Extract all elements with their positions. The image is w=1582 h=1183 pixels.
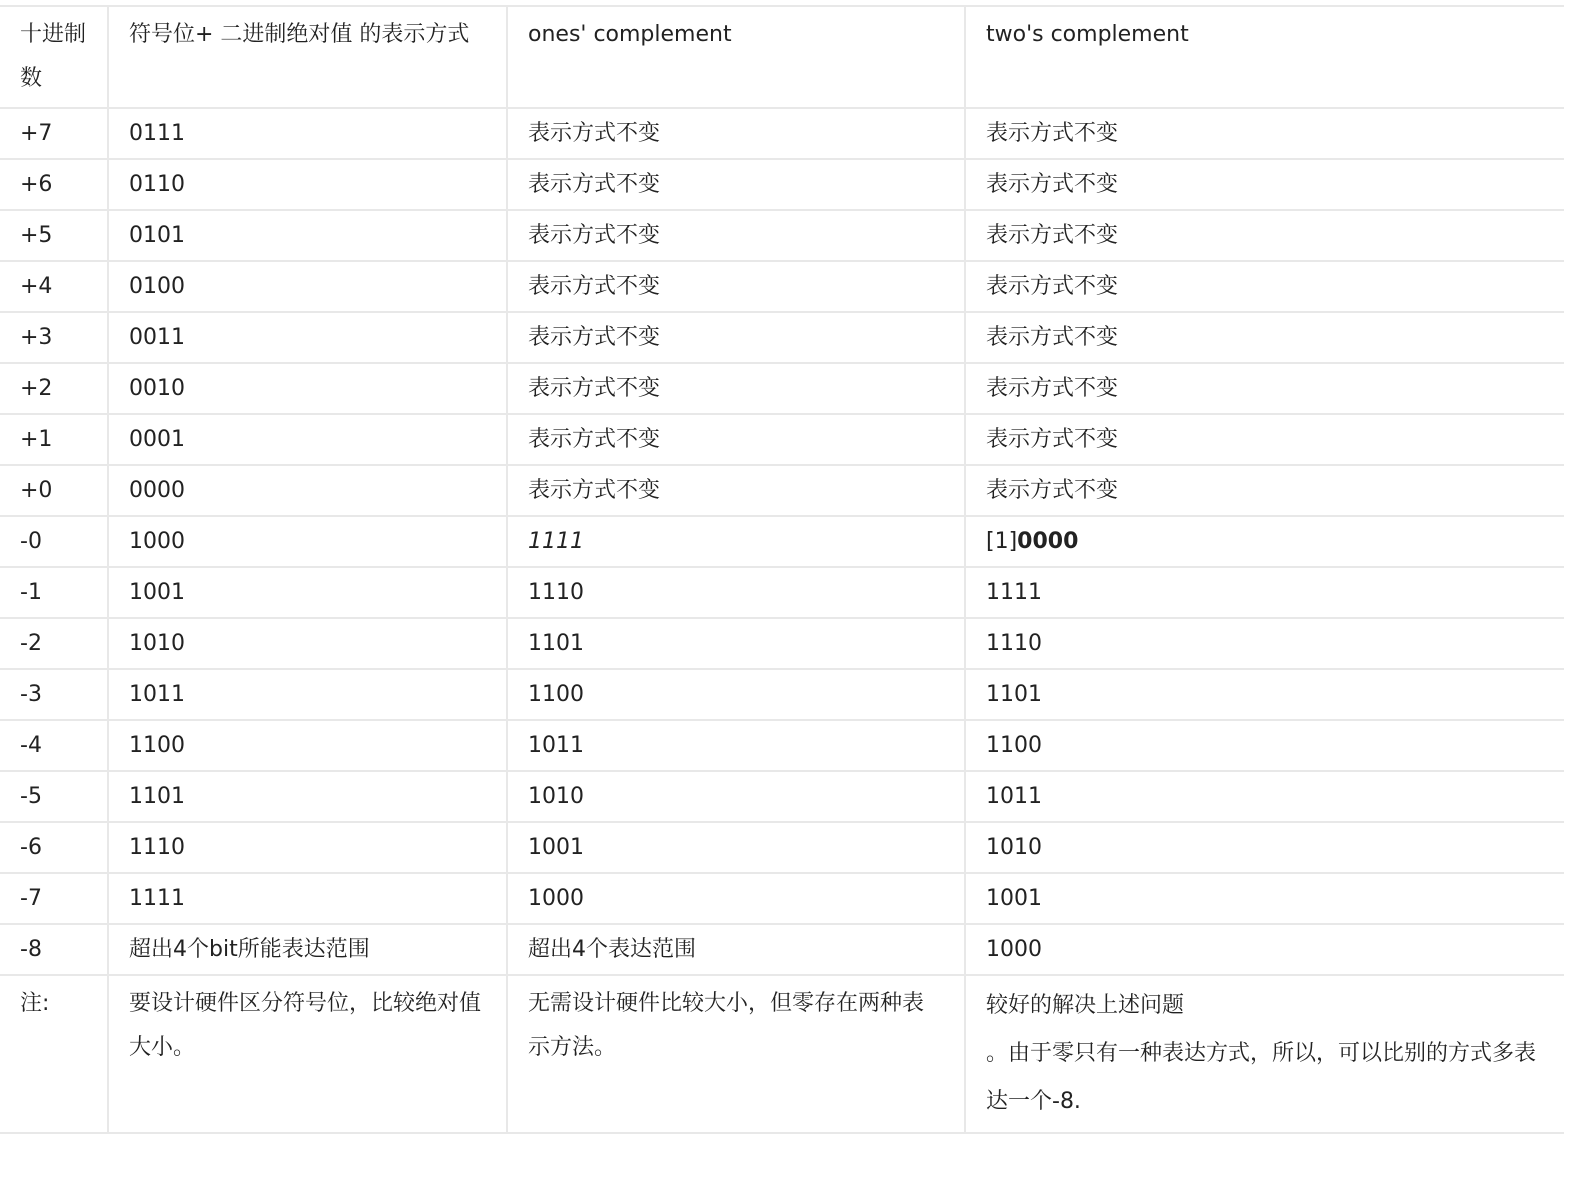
table-row	[0, 720, 1564, 771]
cell-sign-magnitude: 1111	[108, 873, 507, 924]
header-twos-complement: two's complement	[965, 6, 1564, 108]
table-body	[0, 108, 1564, 975]
cell-sign-magnitude: 0001	[108, 414, 507, 465]
cell-twos-complement: 1001	[965, 873, 1564, 924]
note-row	[0, 975, 1564, 1133]
cell-decimal: -1	[0, 567, 108, 618]
cell-twos-complement: 1110	[965, 618, 1564, 669]
table-row	[0, 363, 1564, 414]
cell-decimal: -0	[0, 516, 108, 567]
note-twos-line-2: 。由于零只有一种表达方式，所以，可以比别的方式多表达一个-8.	[986, 1041, 1537, 1114]
cell-decimal: -6	[0, 822, 108, 873]
table-row	[0, 414, 1564, 465]
cell-ones-complement: 超出4个表达范围	[507, 924, 965, 975]
cell-sign-magnitude: 1101	[108, 771, 507, 822]
table-row	[0, 771, 1564, 822]
cell-ones-complement: 1100	[507, 669, 965, 720]
table-row	[0, 516, 1564, 567]
cell-twos-complement: 表示方式不变	[965, 363, 1564, 414]
note-sign-magnitude: 要设计硬件区分符号位，比较绝对值大小。	[108, 975, 507, 1133]
cell-decimal: +7	[0, 108, 108, 159]
cell-sign-magnitude: 1110	[108, 822, 507, 873]
cell-decimal: -3	[0, 669, 108, 720]
cell-decimal: +5	[0, 210, 108, 261]
table-row	[0, 822, 1564, 873]
cell-sign-magnitude: 0110	[108, 159, 507, 210]
cell-twos-complement: 1011	[965, 771, 1564, 822]
cell-ones-complement: 1000	[507, 873, 965, 924]
cell-ones-complement: 1111	[507, 516, 965, 567]
table-row	[0, 108, 1564, 159]
header-decimal: 十进制数	[0, 6, 108, 108]
cell-twos-complement: 1111	[965, 567, 1564, 618]
cell-sign-magnitude: 1011	[108, 669, 507, 720]
table-row	[0, 873, 1564, 924]
cell-decimal: +3	[0, 312, 108, 363]
header-ones-complement: ones' complement	[507, 6, 965, 108]
cell-sign-magnitude: 0100	[108, 261, 507, 312]
cell-sign-magnitude: 1010	[108, 618, 507, 669]
cell-twos-complement: 表示方式不变	[965, 414, 1564, 465]
cell-twos-complement: 1101	[965, 669, 1564, 720]
cell-decimal: +0	[0, 465, 108, 516]
cell-decimal: +2	[0, 363, 108, 414]
cell-twos-complement: 表示方式不变	[965, 261, 1564, 312]
cell-decimal: -5	[0, 771, 108, 822]
cell-decimal: -4	[0, 720, 108, 771]
cell-decimal: -2	[0, 618, 108, 669]
cell-decimal: +4	[0, 261, 108, 312]
cell-decimal: +6	[0, 159, 108, 210]
cell-decimal: -8	[0, 924, 108, 975]
table-header-row	[0, 6, 1564, 108]
cell-sign-magnitude: 1001	[108, 567, 507, 618]
twos-bold-bits: 0000	[1017, 528, 1079, 554]
cell-twos-complement: 表示方式不变	[965, 210, 1564, 261]
header-sign-magnitude: 符号位+ 二进制绝对值 的表示方式	[108, 6, 507, 108]
note-ones-complement: 无需设计硬件比较大小，但零存在两种表示方法。	[507, 975, 965, 1133]
table-row	[0, 261, 1564, 312]
note-twos-line-1: 较好的解决上述问题	[986, 993, 1185, 1018]
cell-decimal: -7	[0, 873, 108, 924]
cell-ones-complement: 1101	[507, 618, 965, 669]
cell-twos-complement: 1010	[965, 822, 1564, 873]
table-row	[0, 312, 1564, 363]
cell-ones-complement: 表示方式不变	[507, 312, 965, 363]
table-row	[0, 159, 1564, 210]
cell-ones-complement: 表示方式不变	[507, 261, 965, 312]
cell-sign-magnitude: 0000	[108, 465, 507, 516]
cell-twos-complement: 1000	[965, 924, 1564, 975]
cell-ones-complement: 1110	[507, 567, 965, 618]
cell-sign-magnitude: 0111	[108, 108, 507, 159]
cell-twos-complement: 表示方式不变	[965, 159, 1564, 210]
cell-ones-complement: 表示方式不变	[507, 414, 965, 465]
cell-decimal: +1	[0, 414, 108, 465]
cell-ones-complement: 1010	[507, 771, 965, 822]
cell-sign-magnitude: 1000	[108, 516, 507, 567]
note-label: 注:	[0, 975, 108, 1133]
cell-ones-complement: 表示方式不变	[507, 108, 965, 159]
table-row	[0, 210, 1564, 261]
table-row	[0, 567, 1564, 618]
cell-sign-magnitude: 0011	[108, 312, 507, 363]
cell-ones-complement: 表示方式不变	[507, 363, 965, 414]
table-row	[0, 618, 1564, 669]
table-row	[0, 924, 1564, 975]
complement-comparison-table	[0, 5, 1564, 1134]
cell-sign-magnitude: 超出4个bit所能表达范围	[108, 924, 507, 975]
cell-ones-complement: 表示方式不变	[507, 159, 965, 210]
twos-prefix: [1]	[986, 528, 1018, 554]
cell-sign-magnitude: 0010	[108, 363, 507, 414]
cell-twos-complement: 1100	[965, 720, 1564, 771]
cell-ones-complement: 表示方式不变	[507, 210, 965, 261]
cell-ones-complement: 表示方式不变	[507, 465, 965, 516]
cell-sign-magnitude: 0101	[108, 210, 507, 261]
cell-twos-complement: 表示方式不变	[965, 312, 1564, 363]
table-row	[0, 465, 1564, 516]
cell-ones-complement: 1011	[507, 720, 965, 771]
cell-ones-complement: 1001	[507, 822, 965, 873]
note-twos-complement	[965, 975, 1564, 1133]
table-row	[0, 669, 1564, 720]
cell-sign-magnitude: 1100	[108, 720, 507, 771]
cell-twos-complement	[965, 516, 1564, 567]
cell-twos-complement: 表示方式不变	[965, 108, 1564, 159]
cell-twos-complement: 表示方式不变	[965, 465, 1564, 516]
